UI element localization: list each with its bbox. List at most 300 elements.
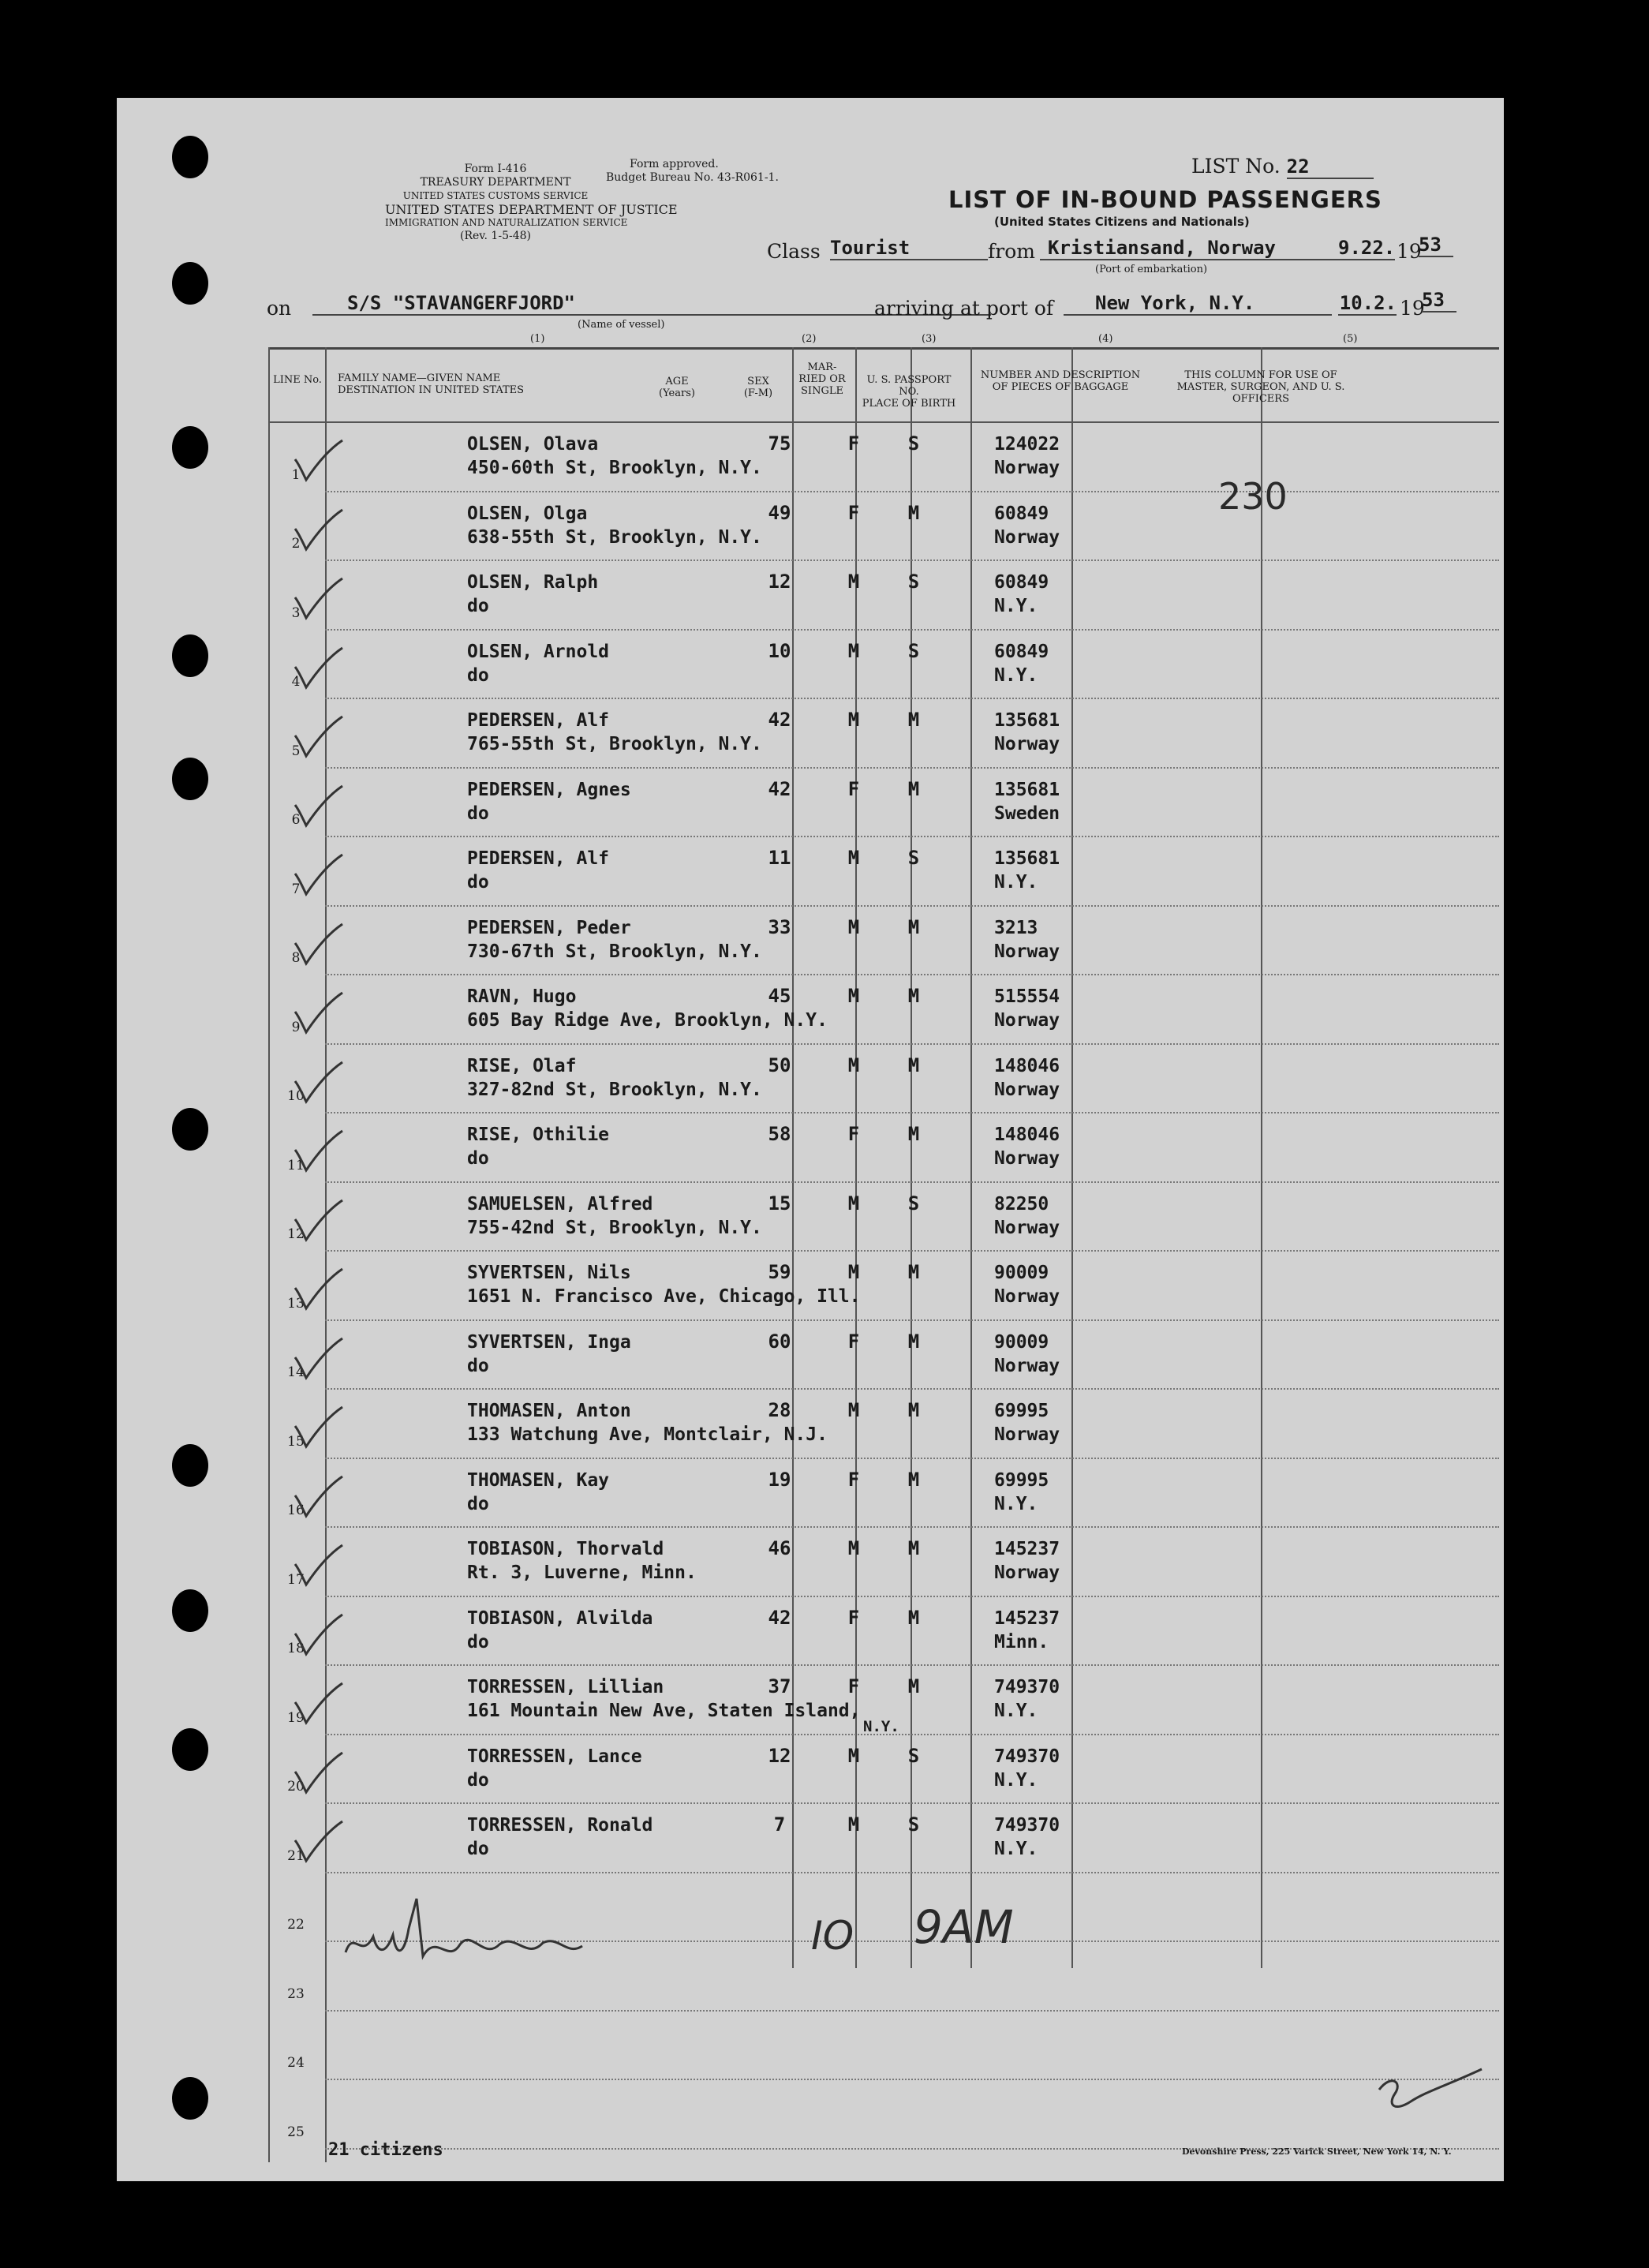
passport-birthplace — [994, 1537, 1060, 1585]
passenger-name-destination — [467, 1745, 642, 1792]
passenger-destination: do — [467, 803, 489, 824]
passenger-name-destination — [467, 916, 762, 964]
passenger-destination: do — [467, 872, 489, 893]
passport-number: 135681 — [994, 848, 1060, 869]
passport-number: 90009 — [994, 1263, 1049, 1283]
passenger-sex: M — [847, 709, 860, 731]
budget-line: Budget Bureau No. 43-R061-1. — [606, 171, 779, 184]
passenger-age: 11 — [768, 847, 791, 869]
passport-birthplace — [994, 1330, 1060, 1378]
passenger-sex: M — [847, 1813, 860, 1836]
passenger-marital-status: M — [907, 1606, 920, 1629]
passenger-destination: do — [467, 1355, 489, 1376]
place-of-birth: Norway — [994, 1563, 1060, 1583]
passenger-sex: F — [847, 1675, 860, 1697]
passenger-destination: 133 Watchung Ave, Montclair, N.J. — [467, 1424, 828, 1445]
col-num-5: (5) — [1343, 333, 1358, 345]
line-number: 11 — [287, 1157, 305, 1173]
dept-justice: UNITED STATES DEPARTMENT OF JUSTICE — [385, 202, 678, 217]
header-name-line2: DESTINATION IN UNITED STATES — [338, 384, 525, 396]
col-num-3: (3) — [922, 333, 937, 345]
passenger-age: 50 — [768, 1054, 791, 1076]
passenger-sex: F — [847, 777, 860, 800]
place-of-birth: N.Y. — [994, 872, 1038, 893]
passenger-age: 7 — [773, 1813, 786, 1836]
col-num-2: (2) — [802, 333, 817, 345]
passport-number: 145237 — [994, 1607, 1060, 1629]
place-of-birth: Minn. — [994, 1631, 1049, 1652]
port-of-embarkation: Kristiansand, Norway — [1040, 237, 1340, 260]
passport-number: 749370 — [994, 1677, 1060, 1697]
passenger-name-destination — [467, 1537, 697, 1585]
check-mark — [290, 1818, 346, 1866]
line-number: 20 — [287, 1779, 305, 1795]
row-divider — [325, 560, 1499, 561]
punch-hole — [172, 758, 208, 800]
approved-line: Form approved. — [630, 158, 719, 170]
passport-birthplace — [994, 985, 1060, 1032]
header-name — [330, 372, 669, 396]
check-mark — [290, 1611, 346, 1659]
passport-birthplace — [994, 571, 1049, 618]
passenger-name: SYVERTSEN, Nils — [467, 1263, 631, 1283]
passport-birthplace — [994, 778, 1060, 825]
passenger-age: 12 — [768, 1744, 791, 1767]
row-divider — [325, 629, 1499, 631]
passenger-sex: F — [847, 1468, 860, 1491]
passenger-age: 49 — [768, 501, 791, 524]
passport-birthplace — [994, 847, 1060, 894]
passenger-destination: do — [467, 1493, 489, 1514]
passenger-age: 42 — [768, 1606, 791, 1629]
passenger-marital-status: M — [907, 1468, 920, 1491]
passenger-marital-status: M — [907, 1537, 920, 1559]
row-divider — [325, 1388, 1499, 1390]
arrival-year-prefix: 19 — [1400, 297, 1425, 320]
passenger-marital-status: S — [907, 1744, 920, 1767]
line-number: 1 — [291, 466, 301, 483]
handwritten-mark — [1371, 2058, 1498, 2121]
passenger-name-destination — [467, 778, 631, 825]
passport-birthplace — [994, 502, 1060, 549]
passport-birthplace — [994, 1675, 1060, 1723]
place-of-birth: N.Y. — [994, 596, 1038, 616]
line-number: 10 — [287, 1088, 305, 1104]
check-mark — [290, 1542, 346, 1589]
list-label: LIST No. — [1191, 155, 1281, 178]
header-passport — [855, 374, 963, 410]
header-name-line1: FAMILY NAME—GIVEN NAME — [338, 372, 501, 384]
dept-ins: IMMIGRATION AND NATURALIZATION SERVICE — [385, 217, 628, 228]
check-mark — [290, 1335, 346, 1383]
passenger-sex: M — [847, 847, 860, 869]
passenger-destination: do — [467, 1631, 489, 1652]
row-divider — [325, 905, 1499, 907]
passenger-name: TORRESSEN, Ronald — [467, 1815, 653, 1836]
header-baggage: NUMBER AND DESCRIPTION OF PIECES OF BAGGAGE — [980, 369, 1141, 393]
passenger-marital-status: S — [907, 1192, 920, 1214]
passenger-name: OLSEN, Arnold — [467, 641, 610, 662]
passport-number: 69995 — [994, 1469, 1049, 1491]
line-number: 21 — [287, 1847, 305, 1864]
vessel-caption: (Name of vessel) — [578, 319, 665, 331]
col-rule-baggage — [1071, 347, 1073, 1968]
line-number: 25 — [287, 2124, 305, 2140]
from-label: from — [988, 240, 1035, 263]
check-mark — [290, 851, 346, 899]
passenger-marital-status: M — [907, 1399, 920, 1421]
passenger-name-destination — [467, 1607, 652, 1654]
passenger-marital-status: S — [907, 432, 920, 455]
punch-hole — [172, 262, 208, 305]
passenger-age: 19 — [768, 1468, 791, 1491]
passport-number: 515554 — [994, 986, 1060, 1007]
header-age: AGE (Years) — [659, 376, 695, 399]
check-mark — [290, 1266, 346, 1313]
place-of-birth: Norway — [994, 734, 1060, 754]
form-block-treasury — [385, 163, 678, 243]
passenger-name: SAMUELSEN, Alfred — [467, 1193, 653, 1214]
passenger-marital-status: M — [907, 501, 920, 524]
row-divider — [325, 1526, 1499, 1528]
place-of-birth: Norway — [994, 458, 1060, 478]
check-mark — [290, 1680, 346, 1727]
passenger-sex: F — [847, 501, 860, 524]
passenger-name-destination — [467, 502, 762, 549]
check-mark — [290, 575, 346, 623]
place-of-birth: N.Y. — [994, 1701, 1038, 1721]
passenger-name: OLSEN, Ralph — [467, 572, 599, 593]
passenger-sex: F — [847, 1330, 860, 1353]
embark-year: 53 — [1419, 234, 1453, 257]
passenger-age: 45 — [768, 985, 791, 1007]
check-mark — [290, 507, 346, 554]
manifest-page — [117, 98, 1504, 2181]
line-number: 19 — [287, 1709, 305, 1726]
passenger-name: RISE, Othilie — [467, 1125, 610, 1145]
passenger-name: THOMASEN, Anton — [467, 1401, 631, 1421]
passport-birthplace — [994, 1192, 1060, 1240]
passenger-name-destination — [467, 571, 598, 618]
passenger-marital-status: M — [907, 1675, 920, 1697]
passport-number: 60849 — [994, 572, 1049, 593]
passenger-sex: M — [847, 1744, 860, 1767]
row-divider — [325, 1596, 1499, 1597]
place-of-birth: N.Y. — [994, 1769, 1038, 1791]
place-of-birth: Norway — [994, 1079, 1060, 1100]
check-mark — [290, 645, 346, 692]
passenger-destination: do — [467, 596, 489, 616]
header-sex: SEX (F-M) — [743, 376, 773, 399]
passenger-name-destination — [467, 432, 762, 480]
passport-birthplace — [994, 1745, 1060, 1792]
passenger-destination: do — [467, 664, 489, 686]
passenger-sex: M — [847, 1054, 860, 1076]
row-divider — [325, 1872, 1499, 1873]
page-subtitle: (United States Citizens and Nationals) — [994, 215, 1250, 229]
passenger-name-destination — [467, 709, 762, 756]
passenger-age: 75 — [768, 432, 791, 455]
row-divider — [325, 698, 1499, 699]
place-of-birth: Sweden — [994, 803, 1060, 824]
row-divider — [325, 1802, 1499, 1804]
passenger-sex: M — [847, 1261, 860, 1283]
line-number: 7 — [291, 881, 301, 897]
passport-birthplace — [994, 432, 1060, 480]
passenger-name: THOMASEN, Kay — [467, 1469, 610, 1491]
line-number: 5 — [291, 743, 301, 759]
passenger-marital-status: S — [907, 1813, 920, 1836]
passenger-name-destination — [467, 847, 609, 894]
passenger-destination: 755-42nd St, Brooklyn, N.Y. — [467, 1217, 762, 1238]
place-of-birth: N.Y. — [994, 1493, 1038, 1514]
list-number-value: 22 — [1287, 155, 1374, 179]
passenger-marital-status: S — [907, 571, 920, 593]
list-number — [1191, 155, 1374, 179]
page-title: LIST OF IN-BOUND PASSENGERS — [948, 186, 1382, 213]
passenger-sex: F — [847, 1606, 860, 1629]
row-divider — [325, 1250, 1499, 1252]
line-number: 18 — [287, 1641, 305, 1656]
passport-number: 69995 — [994, 1401, 1049, 1421]
passport-birthplace — [994, 1399, 1060, 1447]
passport-number: 124022 — [994, 434, 1060, 455]
line-number: 3 — [291, 604, 301, 621]
row-divider — [325, 1319, 1499, 1321]
line-number: 17 — [287, 1571, 305, 1588]
arrival-date: 10.2. — [1339, 292, 1397, 314]
row-divider — [325, 1181, 1499, 1183]
passenger-destination: 638-55th St, Brooklyn, N.Y. — [467, 526, 762, 548]
passport-number: 135681 — [994, 710, 1060, 731]
passport-number: 145237 — [994, 1539, 1060, 1559]
passenger-sex: M — [847, 915, 860, 938]
passenger-name: PEDERSEN, Alf — [467, 710, 610, 731]
passenger-age: 60 — [768, 1330, 791, 1353]
port-embark-caption: (Port of embarkation) — [1095, 264, 1208, 275]
form-number: Form I-416 — [464, 163, 527, 175]
row-divider — [325, 1043, 1499, 1045]
place-of-birth: N.Y. — [994, 664, 1038, 686]
passport-number: 749370 — [994, 1815, 1060, 1836]
passenger-name: PEDERSEN, Agnes — [467, 779, 631, 800]
line-number: 9 — [291, 1019, 301, 1035]
header-officers: THIS COLUMN FOR USE OF MASTER, SURGEON, AND U. S. OFFICERS — [1176, 369, 1345, 405]
embark-date: 9.22. — [1338, 237, 1396, 259]
passenger-marital-status: S — [907, 639, 920, 662]
passenger-name: TORRESSEN, Lillian — [467, 1677, 664, 1697]
passenger-destination: 765-55th St, Brooklyn, N.Y. — [467, 734, 762, 754]
signature-initials: IO — [811, 1913, 854, 1959]
passenger-name: TOBIASON, Thorvald — [467, 1539, 664, 1559]
passport-number: 60849 — [994, 641, 1049, 662]
row-divider — [325, 1664, 1499, 1666]
check-mark — [290, 1404, 346, 1451]
passport-birthplace — [994, 1813, 1060, 1861]
passport-number: 3213 — [994, 917, 1038, 938]
footer-citizen-count: 21 citizens — [328, 2140, 443, 2160]
passenger-sex: M — [847, 985, 860, 1007]
passenger-destination: 1651 N. Francisco Ave, Chicago, Ill. — [467, 1286, 861, 1307]
passenger-name-destination — [467, 1469, 609, 1516]
passenger-marital-status: M — [907, 709, 920, 731]
passport-number: 749370 — [994, 1746, 1060, 1767]
row-divider — [325, 2010, 1499, 2012]
passenger-marital-status: S — [907, 847, 920, 869]
place-of-birth: N.Y. — [994, 1839, 1038, 1859]
passenger-marital-status: M — [907, 1054, 920, 1076]
col-rule-officers — [1261, 347, 1262, 1968]
line-number: 6 — [291, 812, 301, 828]
passport-number: 135681 — [994, 779, 1060, 800]
line-number: 16 — [287, 1503, 305, 1518]
revision: (Rev. 1-5-48) — [460, 230, 531, 242]
passenger-name: PEDERSEN, Alf — [467, 848, 610, 869]
passport-birthplace — [994, 1261, 1060, 1308]
check-mark — [290, 990, 346, 1037]
passenger-sex: M — [847, 1399, 860, 1421]
officer-note: 230 — [1218, 475, 1288, 518]
passenger-destination: 161 Mountain New Ave, Staten Island, — [467, 1701, 861, 1721]
line-number: 22 — [287, 1917, 305, 1933]
punch-hole — [172, 2077, 208, 2120]
class-value: Tourist — [830, 237, 988, 260]
place-of-birth: Norway — [994, 941, 1060, 962]
punch-hole — [172, 426, 208, 469]
col-num-4: (4) — [1098, 333, 1113, 345]
col-rule-left — [268, 347, 270, 2162]
passenger-age: 58 — [768, 1123, 791, 1145]
row-divider — [325, 836, 1499, 837]
passenger-destination: do — [467, 1839, 489, 1859]
check-mark — [290, 1128, 346, 1175]
punch-hole — [172, 1108, 208, 1151]
passenger-age: 12 — [768, 571, 791, 593]
row-divider — [325, 1458, 1499, 1459]
check-mark — [290, 1197, 346, 1244]
header-line-no: LINE No. — [273, 374, 322, 386]
place-of-birth: Norway — [994, 1010, 1060, 1031]
arriving-label: arriving at port of — [874, 297, 1054, 320]
passenger-age: 28 — [768, 1399, 791, 1421]
passenger-marital-status: M — [907, 777, 920, 800]
passenger-destination: do — [467, 1769, 489, 1791]
check-mark — [290, 437, 346, 485]
passenger-destination: 327-82nd St, Brooklyn, N.Y. — [467, 1079, 762, 1100]
passenger-age: 37 — [768, 1675, 791, 1697]
passenger-age: 15 — [768, 1192, 791, 1214]
passenger-sex: M — [847, 1537, 860, 1559]
passenger-name-destination — [467, 1054, 762, 1102]
col-num-1: (1) — [530, 333, 545, 345]
row-divider — [325, 974, 1499, 975]
passport-birthplace — [994, 1054, 1060, 1102]
vessel-name: S/S "STAVANGERFJORD" — [312, 292, 991, 316]
header-passport-line2: PLACE OF BIRTH — [862, 398, 956, 410]
passenger-destination-cont: N.Y. — [863, 1718, 899, 1735]
passenger-marital-status: M — [907, 1330, 920, 1353]
passenger-destination: do — [467, 1148, 489, 1169]
passenger-age: 46 — [768, 1537, 791, 1559]
place-of-birth: Norway — [994, 1424, 1060, 1445]
passport-number: 90009 — [994, 1331, 1049, 1353]
passenger-destination: 605 Bay Ridge Ave, Brooklyn, N.Y. — [467, 1010, 828, 1031]
passenger-sex: F — [847, 432, 860, 455]
passenger-name: PEDERSEN, Peder — [467, 917, 631, 938]
on-label: on — [267, 297, 292, 320]
passenger-name-destination — [467, 1192, 762, 1240]
handwritten-signature — [330, 1897, 661, 1976]
passenger-sex: M — [847, 639, 860, 662]
embark-year-prefix: 19 — [1397, 240, 1422, 263]
passenger-destination: 450-60th St, Brooklyn, N.Y. — [467, 458, 762, 478]
header-married: MAR-RIED OR SINGLE — [798, 361, 846, 397]
passenger-marital-status: M — [907, 985, 920, 1007]
passenger-age: 10 — [768, 639, 791, 662]
passport-birthplace — [994, 709, 1060, 756]
passenger-name: OLSEN, Olga — [467, 503, 588, 524]
passport-number: 60849 — [994, 503, 1049, 524]
passport-number: 82250 — [994, 1193, 1049, 1214]
passenger-name-destination — [467, 640, 609, 687]
class-label: Class — [767, 240, 821, 263]
line-number: 14 — [287, 1364, 305, 1380]
passenger-age: 42 — [768, 777, 791, 800]
passenger-name-destination — [467, 1330, 631, 1378]
passenger-name-destination — [467, 1813, 652, 1861]
passenger-sex: M — [847, 1192, 860, 1214]
passport-birthplace — [994, 916, 1060, 964]
place-of-birth: Norway — [994, 526, 1060, 548]
row-divider — [325, 2079, 1499, 2080]
passenger-destination: Rt. 3, Luverne, Minn. — [467, 1563, 697, 1583]
passenger-name: SYVERTSEN, Inga — [467, 1331, 631, 1353]
passenger-age: 42 — [768, 709, 791, 731]
dept-treasury: TREASURY DEPARTMENT — [420, 176, 571, 189]
passenger-marital-status: M — [907, 1123, 920, 1145]
place-of-birth: Norway — [994, 1355, 1060, 1376]
passenger-name: OLSEN, Olava — [467, 434, 599, 455]
printer-imprint: Devonshire Press, 225 Varick Street, New York 14, N. Y. — [1182, 2146, 1452, 2157]
passport-birthplace — [994, 640, 1049, 687]
check-mark — [290, 1750, 346, 1797]
arrival-year: 53 — [1422, 289, 1456, 313]
line-number: 8 — [291, 950, 301, 966]
check-mark — [290, 1059, 346, 1106]
line-number: 4 — [291, 674, 301, 690]
table-top-rule — [268, 347, 1499, 350]
place-of-birth: Norway — [994, 1286, 1060, 1307]
passenger-age: 59 — [768, 1261, 791, 1283]
line-number: 15 — [287, 1433, 305, 1450]
col-rule-passport — [970, 347, 972, 1968]
passport-number: 148046 — [994, 1125, 1060, 1145]
line-number: 12 — [287, 1226, 305, 1242]
passenger-name: TOBIASON, Alvilda — [467, 1607, 653, 1629]
header-passport-line1: U. S. PASSPORT NO. — [866, 374, 952, 398]
line-number: 24 — [287, 2055, 305, 2071]
row-divider — [325, 491, 1499, 492]
passenger-marital-status: M — [907, 1261, 920, 1283]
dept-customs: UNITED STATES CUSTOMS SERVICE — [402, 190, 589, 201]
check-mark — [290, 1473, 346, 1521]
passenger-sex: F — [847, 1123, 860, 1145]
passenger-sex: M — [847, 571, 860, 593]
row-divider — [325, 767, 1499, 769]
punch-hole — [172, 634, 208, 677]
punch-hole — [172, 136, 208, 178]
form-approval — [606, 158, 779, 185]
